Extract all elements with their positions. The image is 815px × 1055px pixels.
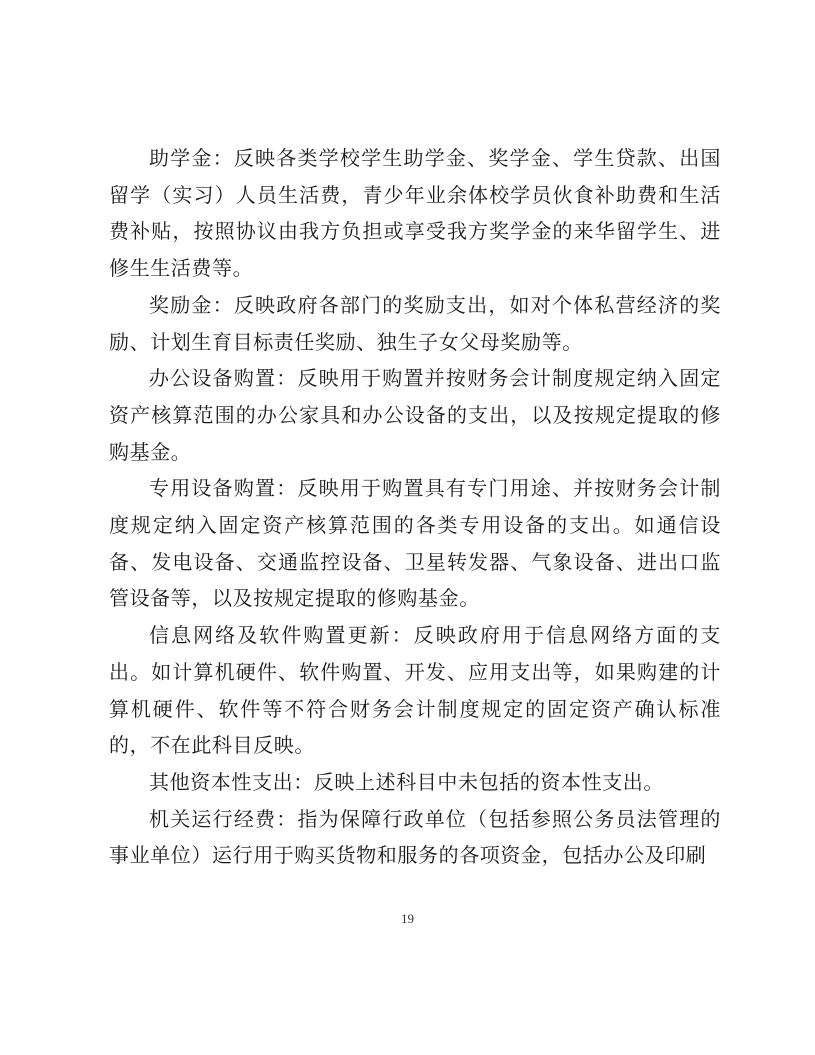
paragraph-scholarship: 助学金：反映各类学校学生助学金、奖学金、学生贷款、出国留学（实习）人员生活费，青少年业余体校学员伙食补助费和生活费补贴，按照协议由我方负担或享受我方奖学金的来华留学生、进修生生活费等。 [109, 146, 721, 281]
page-number: 19 [401, 911, 414, 926]
paragraph-other-capital: 其他资本性支出：反映上述科目中未包括的资本性支出。 [149, 769, 664, 794]
document-body [109, 140, 721, 874]
paragraph-office-equipment: 办公设备购置：反映用于购置并按财务会计制度规定纳入固定资产核算范围的办公家具和办公设备的支出，以及按规定提取的修购基金。 [109, 366, 721, 464]
paragraph-special-equipment: 专用设备购置：反映用于购置具有专门用途、并按财务会计制度规定纳入固定资产核算范围的各类专用设备的支出。如通信设备、发电设备、交通监控设备、卫星转发器、气象设备、进出口监管设备等，以及按规定提取的修购基金。 [109, 476, 721, 611]
paragraph-operating-funds: 机关运行经费：指为保障行政单位（包括参照公务员法管理的事业单位）运行用于购买货物和服务的各项资金，包括办公及印刷 [109, 806, 721, 868]
paragraph-award: 奖励金：反映政府各部门的奖励支出，如对个体私营经济的奖励、计划生育目标责任奖励、独生子女父母奖励等。 [109, 292, 721, 354]
paragraph-information-network: 信息网络及软件购置更新：反映政府用于信息网络方面的支出。如计算机硬件、软件购置、开发、应用支出等，如果购建的计算机硬件、软件等不符合财务会计制度规定的固定资产确认标准的，不在此科目反映。 [109, 623, 721, 758]
